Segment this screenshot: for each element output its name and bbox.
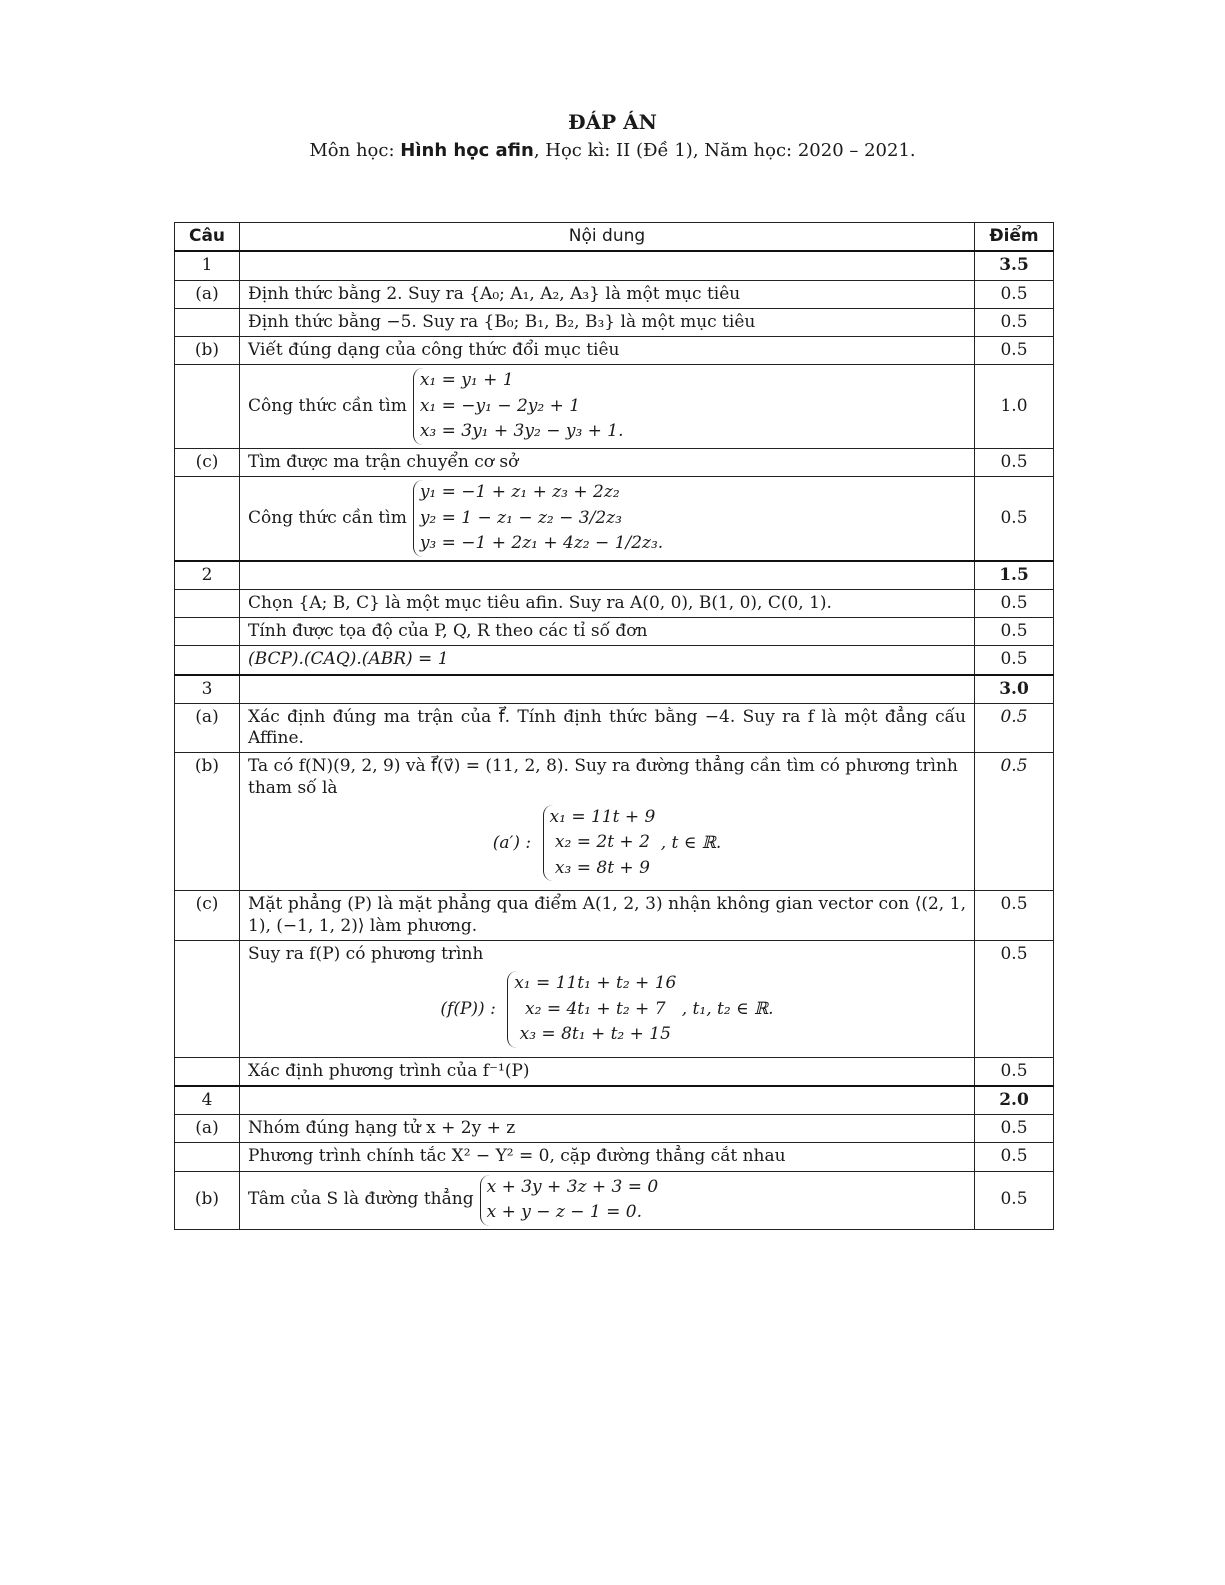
row-text: Suy ra f(P) có phương trình xyxy=(248,943,484,964)
equation: x₃ = 8t₁ + t₂ + 15 xyxy=(519,1024,671,1044)
row-points: 0.5 xyxy=(975,308,1054,336)
equation-rhs: , t ∈ ℝ. xyxy=(660,832,722,853)
row-content: Xác định phương trình của f⁻¹(P) xyxy=(240,1057,975,1086)
table-row xyxy=(175,675,1054,704)
equation-system xyxy=(507,971,676,1048)
table-row xyxy=(175,1171,1054,1229)
subtitle-suffix: , Học kì: II (Đề 1), Năm học: 2020 – 2021. xyxy=(533,140,916,161)
table-row xyxy=(175,753,1054,891)
row-points: 0.5 xyxy=(975,1171,1054,1229)
equation: x₃ = 3y₁ + 3y₂ − y₃ + 1. xyxy=(419,421,624,442)
row-content: Nhóm đúng hạng tử x + 2y + z xyxy=(240,1115,975,1143)
equation-rhs: , t₁, t₂ ∈ ℝ. xyxy=(681,998,774,1019)
equation: x + 3y + 3z + 3 = 0 xyxy=(486,1176,659,1197)
table-row xyxy=(175,589,1054,617)
equation: x₁ = 11t₁ + t₂ + 16 xyxy=(514,973,677,993)
row-content: Phương trình chính tắc X² − Y² = 0, cặp đường thẳng cắt nhau xyxy=(240,1143,975,1171)
equation: x + y − z − 1 = 0. xyxy=(486,1202,642,1222)
question-content xyxy=(240,1086,975,1115)
question-number: 1 xyxy=(175,251,240,280)
question-number: 4 xyxy=(175,1086,240,1115)
header-diem: Điểm xyxy=(975,223,1054,252)
row-content: Định thức bằng 2. Suy ra {A₀; A₁, A₂, A₃} là một mục tiêu xyxy=(240,280,975,308)
table-row xyxy=(175,448,1054,476)
row-points: 0.5 xyxy=(975,1115,1054,1143)
equation: x₂ = 2t + 2 xyxy=(554,832,650,853)
row-points: 0.5 xyxy=(975,1143,1054,1171)
question-content xyxy=(240,561,975,590)
part-label: (c) xyxy=(175,448,240,476)
table-row xyxy=(175,365,1054,449)
equation: y₁ = −1 + z₁ + z₃ + 2z₂ xyxy=(419,482,620,502)
part-label: (a) xyxy=(175,280,240,308)
page-title: ĐÁP ÁN xyxy=(568,110,657,134)
formula-label: Công thức cần tìm xyxy=(248,507,407,528)
table-row xyxy=(175,1115,1054,1143)
part-label: (b) xyxy=(175,337,240,365)
equation-block xyxy=(248,965,966,1054)
row-content xyxy=(240,477,975,561)
row-content xyxy=(240,753,975,891)
equation-system xyxy=(543,805,656,882)
row-points: 0.5 xyxy=(975,891,1054,941)
table-row xyxy=(175,646,1054,675)
part-label: (b) xyxy=(175,1171,240,1229)
part-label-empty xyxy=(175,477,240,561)
subtitle-prefix: Môn học: xyxy=(309,140,401,161)
table-row xyxy=(175,337,1054,365)
equation-system xyxy=(413,480,663,557)
table-row xyxy=(175,1057,1054,1086)
row-points: 0.5 xyxy=(975,337,1054,365)
header-cau: Câu xyxy=(175,223,240,252)
part-label-empty xyxy=(175,940,240,1057)
row-points: 0.5 xyxy=(975,477,1054,561)
row-points: 0.5 xyxy=(975,646,1054,675)
row-content: Viết đúng dạng của công thức đổi mục tiêu xyxy=(240,337,975,365)
equation: x₁ = y₁ + 1 xyxy=(419,370,514,391)
row-content: Định thức bằng −5. Suy ra {B₀; B₁, B₂, B₃} là một mục tiêu xyxy=(240,308,975,336)
table-row xyxy=(175,1086,1054,1115)
part-label-empty xyxy=(175,308,240,336)
table-row xyxy=(175,940,1054,1057)
equation: x₂ = 4t₁ + t₂ + 7 xyxy=(525,998,666,1019)
row-points: 0.5 xyxy=(975,940,1054,1057)
answer-table xyxy=(174,222,1054,1230)
table-row xyxy=(175,561,1054,590)
equation: x₃ = 8t + 9 xyxy=(554,857,650,878)
row-points: 0.5 xyxy=(975,1057,1054,1086)
subject-name: Hình học afin xyxy=(400,140,534,161)
equation: y₃ = −1 + 2z₁ + 4z₂ − 1/2z₃. xyxy=(419,533,664,553)
question-number: 2 xyxy=(175,561,240,590)
row-points: 0.5 xyxy=(975,280,1054,308)
row-content xyxy=(240,1171,975,1229)
table-row xyxy=(175,891,1054,941)
row-points: 1.0 xyxy=(975,365,1054,449)
equation-system xyxy=(480,1175,659,1226)
equation-lhs: (a′) : xyxy=(492,832,532,853)
row-content: Chọn {A; B, C} là một mục tiêu afin. Suy ra A(0, 0), B(1, 0), C(0, 1). xyxy=(240,589,975,617)
part-label-empty xyxy=(175,589,240,617)
question-content xyxy=(240,251,975,280)
question-total: 3.5 xyxy=(975,251,1054,280)
table-row xyxy=(175,1143,1054,1171)
part-label-empty xyxy=(175,646,240,675)
row-content xyxy=(240,365,975,449)
row-content: Xác định đúng ma trận của f⃗. Tính định thức bằng −4. Suy ra f là một đẳng cấu Affine. xyxy=(240,703,975,753)
table-row xyxy=(175,703,1054,753)
row-content: Tìm được ma trận chuyển cơ sở xyxy=(240,448,975,476)
question-total: 3.0 xyxy=(975,675,1054,704)
row-points: 0.5 xyxy=(975,589,1054,617)
part-label-empty xyxy=(175,365,240,449)
part-label: (b) xyxy=(175,753,240,891)
table-row xyxy=(175,618,1054,646)
row-points: 0.5 xyxy=(975,618,1054,646)
equation-block xyxy=(248,799,966,888)
part-label-empty xyxy=(175,618,240,646)
table-row xyxy=(175,280,1054,308)
row-points: 0.5 xyxy=(975,448,1054,476)
equation-lhs: (f(P)) : xyxy=(440,998,496,1019)
table-row xyxy=(175,308,1054,336)
question-total: 1.5 xyxy=(975,561,1054,590)
table-row xyxy=(175,251,1054,280)
part-label-empty xyxy=(175,1143,240,1171)
row-content xyxy=(240,940,975,1057)
table-header-row xyxy=(175,223,1054,252)
question-content xyxy=(240,675,975,704)
formula-label: Tâm của S là đường thẳng xyxy=(248,1189,474,1210)
row-content: Tính được tọa độ của P, Q, R theo các tỉ số đơn xyxy=(240,618,975,646)
row-text: Ta có f(N)(9, 2, 9) và f⃗(v⃗) = (11, 2, 8). Suy ra đường thẳng cần tìm có phương trình tham số là xyxy=(248,756,958,798)
equation: x₁ = −y₁ − 2y₂ + 1 xyxy=(419,395,581,416)
part-label: (a) xyxy=(175,703,240,753)
row-content: (BCP).(CAQ).(ABR) = 1 xyxy=(240,646,975,675)
equation: y₂ = 1 − z₁ − z₂ − 3/2z₃ xyxy=(419,507,622,528)
part-label: (a) xyxy=(175,1115,240,1143)
formula-label: Công thức cần tìm xyxy=(248,395,407,416)
question-total: 2.0 xyxy=(975,1086,1054,1115)
table-row xyxy=(175,477,1054,561)
row-points: 0.5 xyxy=(975,753,1054,891)
equation: x₁ = 11t + 9 xyxy=(549,806,656,827)
header-noidung: Nội dung xyxy=(240,223,975,252)
question-number: 3 xyxy=(175,675,240,704)
row-points: 0.5 xyxy=(975,703,1054,753)
part-label-empty xyxy=(175,1057,240,1086)
part-label: (c) xyxy=(175,891,240,941)
row-content: Mặt phẳng (P) là mặt phẳng qua điểm A(1, 2, 3) nhận không gian vector con ⟨(2, 1, 1), (−1, 1, 2)⟩ làm phương. xyxy=(240,891,975,941)
subtitle xyxy=(0,140,1225,161)
equation-system xyxy=(413,368,624,445)
